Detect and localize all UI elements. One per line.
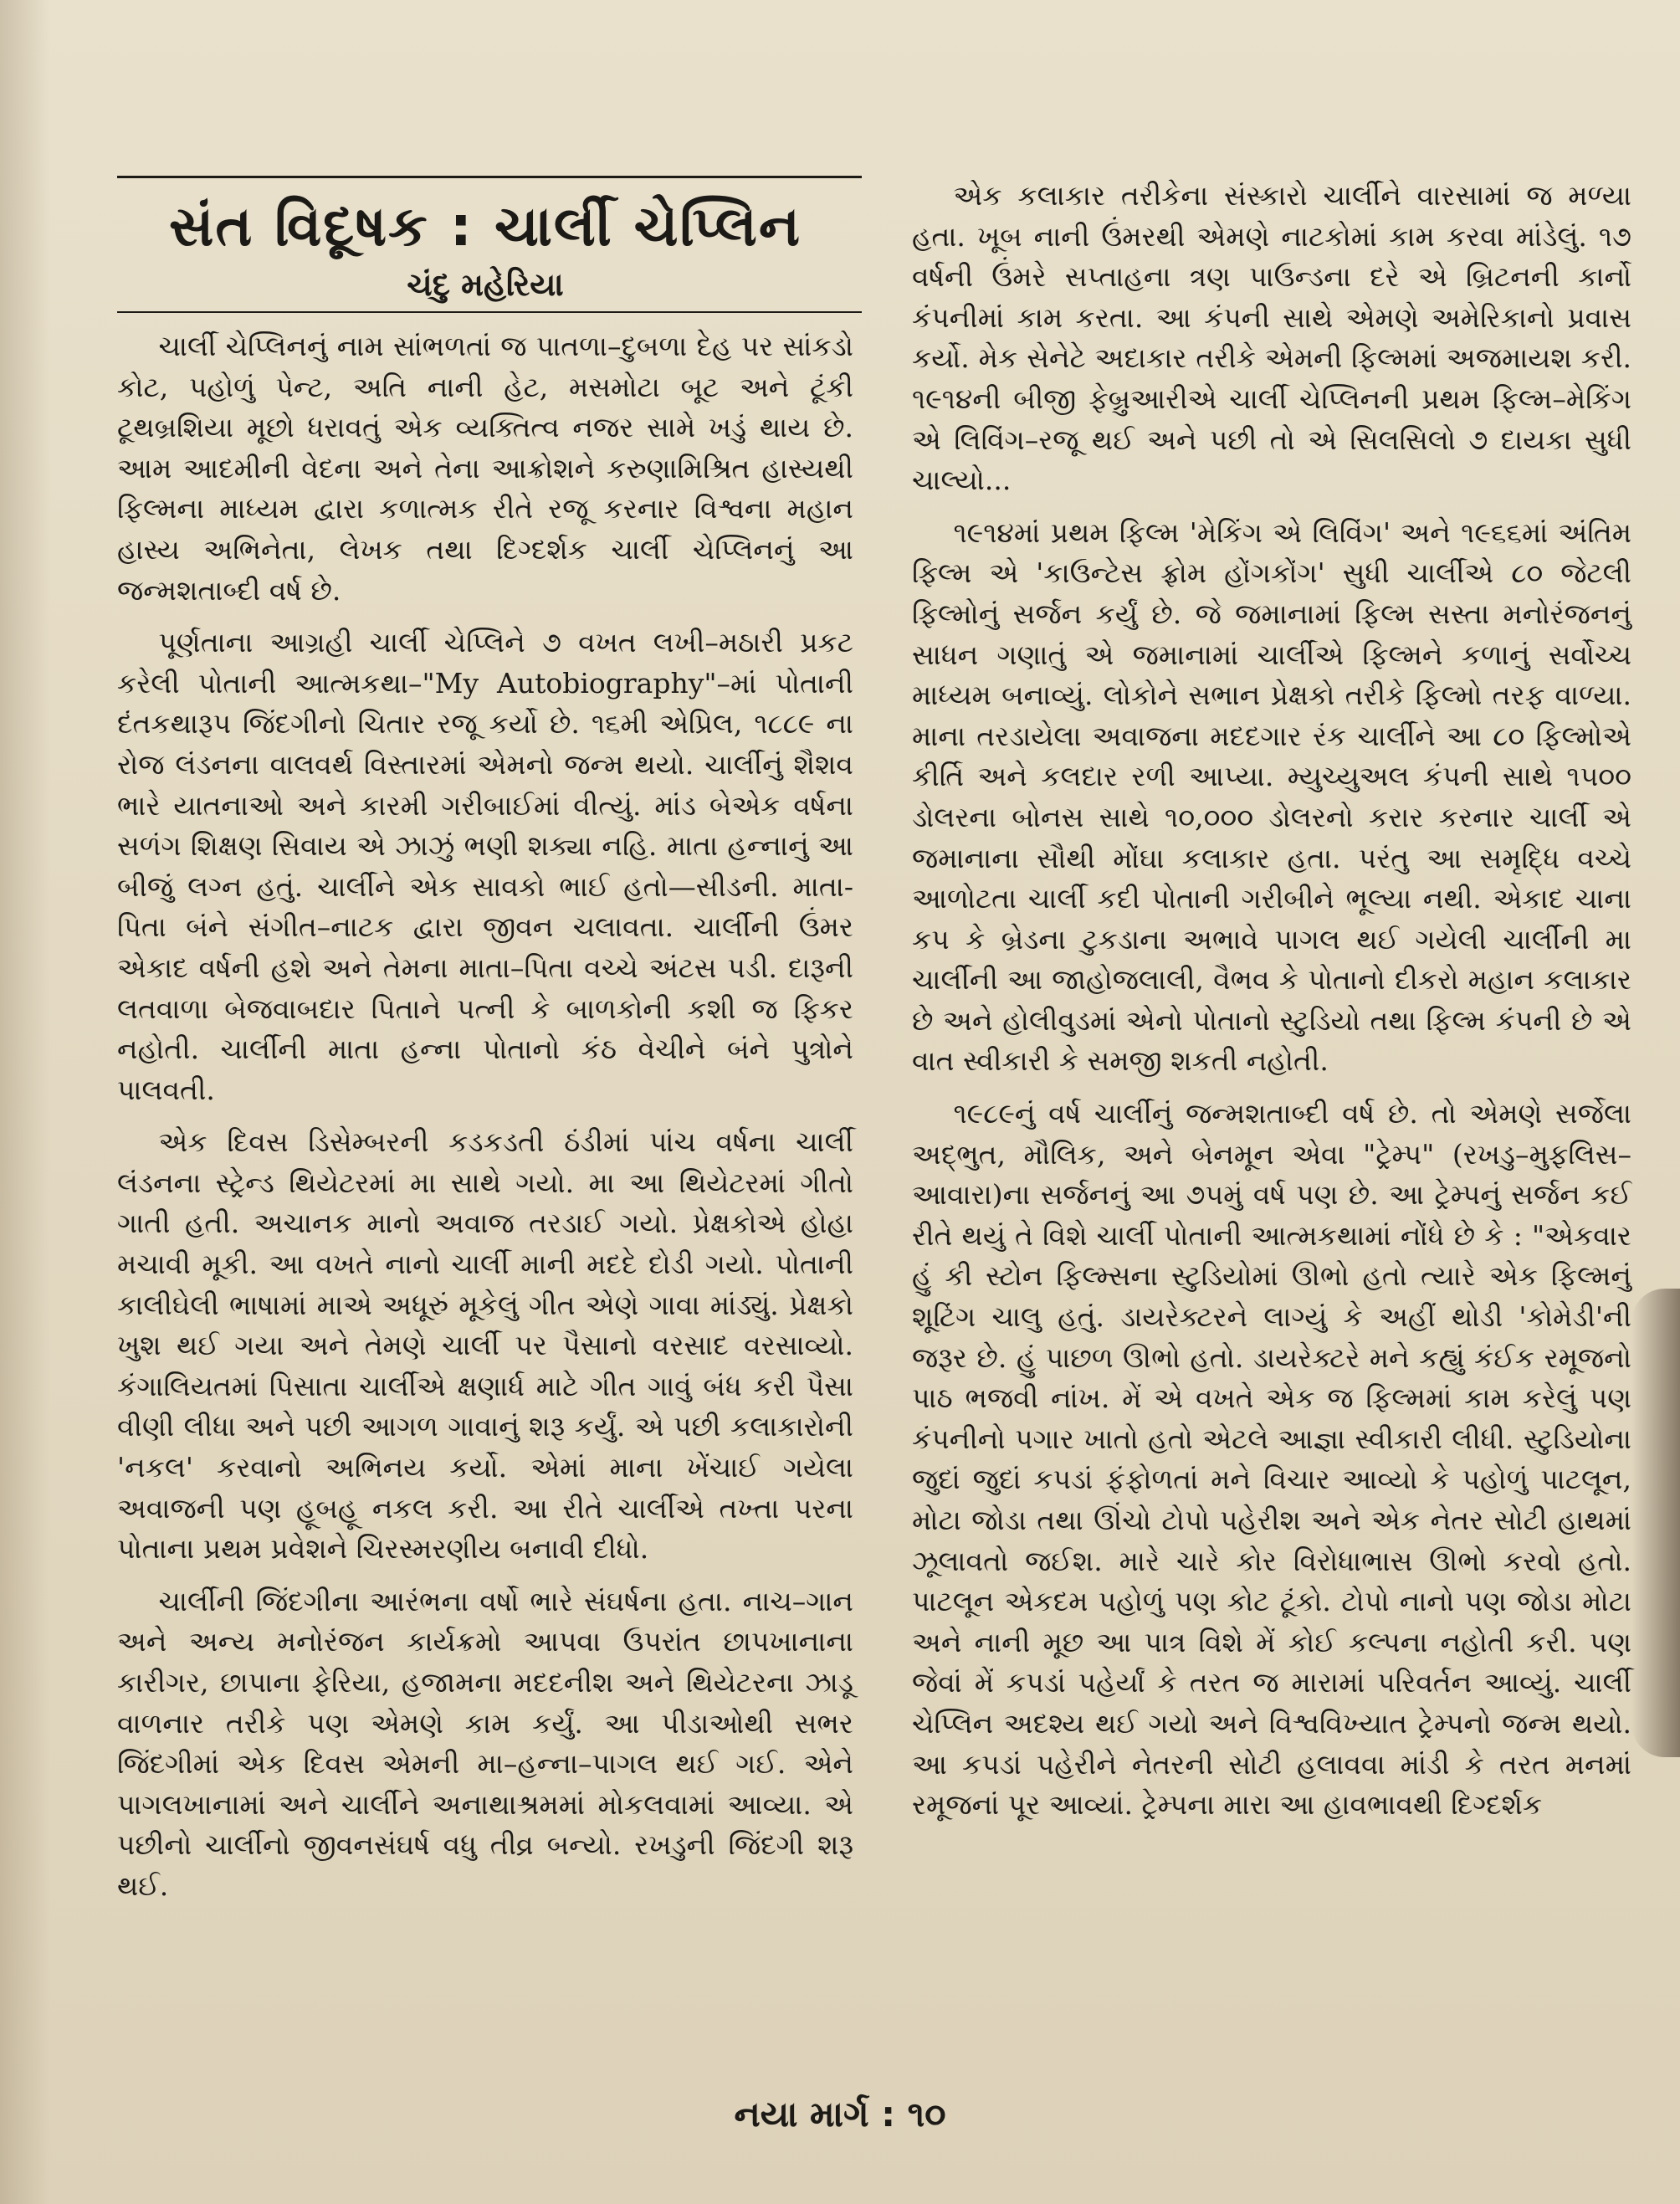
- article-title: સંત વિદૂષક : ચાર્લી ચેપ્લિન: [169, 194, 802, 259]
- paragraph: એક દિવસ ડિસેમ્બરની કડકડતી ઠંડીમાં પાંચ વર્ષના ચાર્લી લંડનના સ્ટ્રેન્ડ થિયેટરમાં મા સાથે ગયો. મા આ થિયેટરમાં ગીતો ગાતી હતી. અચાનક માનો અવાજ તરડાઈ ગયો. પ્રેક્ષકોએ હોહા મચાવી મૂકી. આ વખતે નાનો ચાર્લી માની મદદે દોડી ગયો. પોતાની કાલીઘેલી ભાષામાં માએ અધૂરું મૂકેલું ગીત એણે ગાવા માંડ્યું. પ્રેક્ષકો ખુશ થઈ ગયા અને તેમણે ચાર્લી પર પૈસાનો વરસાદ વરસાવ્યો. કંગાલિયતમાં પિસાતા ચાર્લીએ ક્ષણાર્ધ માટે ગીત ગાવું બંધ કરી પૈસા વીણી લીધા અને પછી આગળ ગાવાનું શરૂ કર્યું. એ પછી કલાકારોની 'નકલ' કરવાનો અભિનય કર્યો. એમાં માના ખેંચાઈ ગયેલા અવાજની પણ હૂબહૂ નકલ કરી. આ રીતે ચાર્લીએ તખ્તા પરના પોતાના પ્રથમ પ્રવેશને ચિરસ્મરણીય બનાવી દીધો.: [117, 1125, 853, 1566]
- paragraph: પૂર્ણતાના આગ્રહી ચાર્લી ચેપ્લિને ૭ વખત લખી–મઠારી પ્રકટ કરેલી પોતાની આત્મકથા–"My Autobiography"–માં પોતાની દંતકથારૂપ જિંદગીનો ચિતાર રજૂ કર્યો છે. ૧૬મી એપ્રિલ, ૧૮૮૯ ના રોજ લંડનના વાલવર્થ વિસ્તારમાં એમનો જન્મ થયો. ચાર્લીનું શૈશવ ભારે યાતનાઓ અને કારમી ગરીબાઈમાં વીત્યું. માંડ બેએક વર્ષના સળંગ શિક્ષણ સિવાય એ ઝાઝું ભણી શક્યા નહિ. માતા હન્નાનું આ બીજું લગ્ન હતું. ચાર્લીને એક સાવકો ભાઈ હતો—સીડની. માતા-પિતા બંને સંગીત–નાટક દ્વારા જીવન ચલાવતા. ચાર્લીની ઉંમર એકાદ વર્ષની હશે અને તેમના માતા–પિતા વચ્ચે અંટસ પડી. દારૂની લતવાળા બેજવાબદાર પિતાને પત્ની કે બાળકોની કશી જ ફિકર નહોતી. ચાર્લીની માતા હન્ના પોતાનો કંઠ વેચીને બંને પુત્રોને પાલવતી.: [117, 626, 853, 1106]
- paragraph: ચાર્લીની જિંદગીના આરંભના વર્ષો ભારે સંઘર્ષના હતા. નાચ–ગાન અને અન્ય મનોરંજન કાર્યક્રમો આપવા ઉપરાંત છાપખાનાના કારીગર, છાપાના ફેરિયા, હજામના મદદનીશ અને થિયેટરના ઝાડૂ વાળનાર તરીકે પણ એમણે કામ કર્યું. આ પીડાઓથી સભર જિંદગીમાં એક દિવસ એમની મા–હન્ના–પાગલ થઈ ગઈ. એને પાગલખાનામાં અને ચાર્લીને અનાથાશ્રમમાં મોકલવામાં આવ્યા. એ પછીનો ચાર્લીનો જીવનસંઘર્ષ વધુ તીવ્ર બન્યો. રખડુની જિંદગી શરૂ થઈ.: [117, 1584, 853, 1902]
- title-bottom-rule: [117, 311, 862, 313]
- paragraph: ૧૯૮૯નું વર્ષ ચાર્લીનું જન્મશતાબ્દી વર્ષ છે. તો એમણે સર્જેલા અદ્ભુત, મૌલિક, અને બેનમૂન એવા "ટ્રેમ્પ" (રખડુ–મુફલિસ–આવારા)ના સર્જનનું આ ૭૫મું વર્ષ પણ છે. આ ટ્રેમ્પનું સર્જન કઈ રીતે થયું તે વિશે ચાર્લી પોતાની આત્મકથામાં નોંધે છે કે : "એકવાર હું કી સ્ટોન ફિલ્મ્સના સ્ટુડિયોમાં ઊભો હતો ત્યારે એક ફિલ્મનું શૂટિંગ ચાલુ હતું. ડાયરેક્ટરને લાગ્યું કે અહીં થોડી 'કોમેડી'ની જરૂર છે. હું પાછળ ઊભો હતો. ડાયરેક્ટરે મને કહ્યું કંઈક રમૂજનો પાઠ ભજવી નાંખ. મેં એ વખતે એક જ ફિલ્મમાં કામ કરેલું પણ કંપનીનો પગાર ખાતો હતો એટલે આજ્ઞા સ્વીકારી લીધી. સ્ટુડિયોના જુદાં જુદાં કપડાં ફંફોળતાં મને વિચાર આવ્યો કે પહોળું પાટલૂન, મોટા જોડા તથા ઊંચો ટોપો પહેરીશ અને એક નેતર સોટી હાથમાં ઝૂલાવતો જઈશ. મારે ચારે કોર વિરોધાભાસ ઊભો કરવો હતો. પાટલૂન એકદમ પહોળું પણ કોટ ટૂંકો. ટોપો નાનો પણ જોડા મોટા અને નાની મૂછ આ પાત્ર વિશે મેં કોઈ કલ્પના નહોતી કરી. પણ જેવાં મેં કપડાં પહેર્યાં કે તરત જ મારામાં પરિવર્તન આવ્યું. ચાર્લી ચેપ્લિન અદશ્ય થઈ ગયો અને વિશ્વવિખ્યાત ટ્રેમ્પનો જન્મ થયો. આ કપડાં પહેરીને નેતરની સોટી હલાવવા માંડી કે તરત મનમાં રમૂજનાં પૂર આવ્યાં. ટ્રેમ્પના મારા આ હાવભાવથી દિગ્દર્શક: [912, 1097, 1631, 1822]
- paragraph: એક કલાકાર તરીકેના સંસ્કારો ચાર્લીને વારસામાં જ મળ્યા હતા. ખૂબ નાની ઉંમરથી એમણે નાટકોમાં કામ કરવા માંડેલું. ૧૭ વર્ષની ઉંમરે સપ્તાહના ત્રણ પાઉન્ડના દરે એ બ્રિટનની કાર્નો કંપનીમાં કામ કરતા. આ કંપની સાથે એમણે અમેરિકાનો પ્રવાસ કર્યો. મેક સેનેટે અદાકાર તરીકે એમની ફિલ્મમાં અજમાયશ કરી. ૧૯૧૪ની બીજી ફેબ્રુઆરીએ ચાર્લી ચેપ્લિનની પ્રથમ ફિલ્મ–મેકિંગ એ લિવિંગ–રજૂ થઈ અને પછી તો એ સિલસિલો ૭ દાયકા સુધી ચાલ્યો...: [912, 179, 1631, 497]
- article-author: ચંદુ મહેરિયા: [407, 266, 564, 303]
- page-footer: નયા માર્ગ : ૧૦: [734, 2094, 946, 2135]
- left-column: [117, 326, 853, 1919]
- right-column: [912, 176, 1631, 1838]
- page-tear-damage: [1631, 1289, 1680, 1757]
- paragraph: ૧૯૧૪માં પ્રથમ ફિલ્મ 'મેકિંગ એ લિવિંગ' અને ૧૯૬૬માં અંતિમ ફિલ્મ એ 'કાઉન્ટેસ ફ્રોમ હોંગકોંગ' સુધી ચાર્લીએ ૮૦ જેટલી ફિલ્મોનું સર્જન કર્યું છે. જે જમાનામાં ફિલ્મ સસ્તા મનોરંજનનું સાધન ગણાતું એ જમાનામાં ચાર્લીએ ફિલ્મને કળાનું સર્વોચ્ચ માધ્યમ બનાવ્યું. લોકોને સભાન પ્રેક્ષકો તરીકે ફિલ્મો તરફ વાળ્યા. માના તરડાયેલા અવાજના મદદગાર રંક ચાર્લીને આ ૮૦ ફિલ્મોએ કીર્તિ અને કલદાર રળી આપ્યા. મ્યુચ્યુઅલ કંપની સાથે ૧૫૦૦ ડોલરના બોનસ સાથે ૧૦,૦૦૦ ડોલરનો કરાર કરનાર ચાર્લી એ જમાનાના સૌથી મોંઘા કલાકાર હતા. પરંતુ આ સમૃદ્ધિ વચ્ચે આળોટતા ચાર્લી કદી પોતાની ગરીબીને ભૂલ્યા નથી. એકાદ ચાના કપ કે બ્રેડના ટુકડાના અભાવે પાગલ થઈ ગયેલી ચાર્લીની મા ચાર્લીની આ જાહોજલાલી, વૈભવ કે પોતાનો દીકરો મહાન કલાકાર છે અને હોલીવુડમાં એનો પોતાનો સ્ટુડિયો તથા ફિલ્મ કંપની છે એ વાત સ્વીકારી કે સમજી શકતી નહોતી.: [912, 515, 1631, 1078]
- paragraph: ચાર્લી ચેપ્લિનનું નામ સાંભળતાં જ પાતળા–દુબળા દેહ પર સાંકડો કોટ, પહોળું પેન્ટ, અતિ નાની હેટ, મસમોટા બૂટ અને ટૂંકી ટૂથબ્રશિયા મૂછો ધરાવતું એક વ્યક્તિત્વ નજર સામે ખડું થાય છે. આમ આદમીની વેદના અને તેના આક્રોશને કરુણામિશ્રિત હાસ્યથી ફિલ્મના માધ્યમ દ્વારા કળાત્મક રીતે રજૂ કરનાર વિશ્વના મહાન હાસ્ય અભિનેતા, લેખક તથા દિગ્દર્શક ચાર્લી ચેપ્લિનનું આ જન્મશતાબ્દી વર્ષ છે.: [117, 330, 853, 607]
- title-top-rule: [117, 176, 862, 178]
- page-edge-shadow: [0, 0, 50, 2204]
